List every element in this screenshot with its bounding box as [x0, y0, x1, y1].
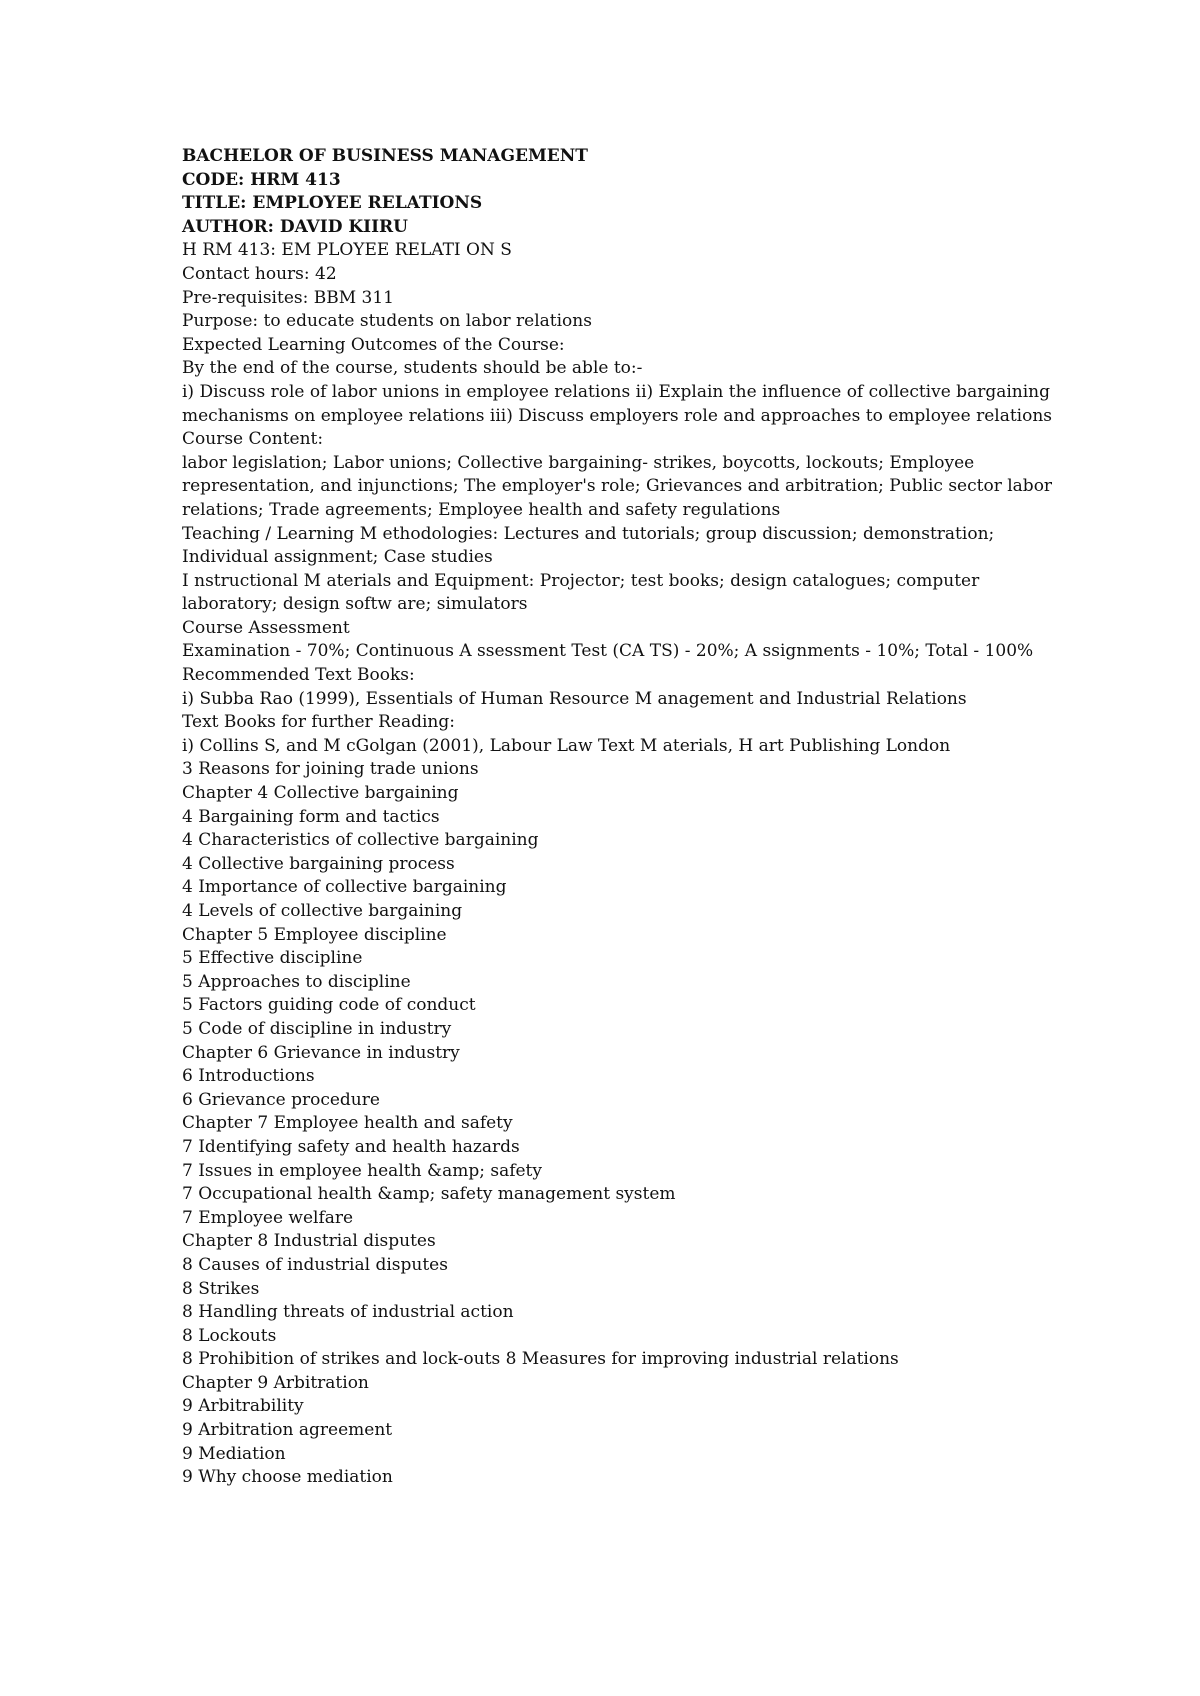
document-line: Chapter 4 Collective bargaining: [182, 783, 459, 804]
document-line: 4 Importance of collective bargaining: [182, 877, 507, 898]
document-line: 8 Causes of industrial disputes: [182, 1254, 448, 1275]
document-line: Contact hours: 42: [182, 263, 337, 284]
document-line: i) Discuss role of labor unions in employee relations ii) Explain the influence of collective bargaining mechanisms on employee relations iii) Discuss employers role and approaches to employee relations: [182, 381, 1056, 426]
document-line: Course Assessment: [182, 617, 350, 638]
document-line: 5 Factors guiding code of conduct: [182, 995, 476, 1016]
document-line: Chapter 6 Grievance in industry: [182, 1042, 460, 1063]
document-line: 3 Reasons for joining trade unions: [182, 759, 479, 780]
document-line: 9 Arbitrability: [182, 1396, 304, 1417]
document-line: Pre-requisites: BBM 311: [182, 287, 394, 308]
document-line: 4 Collective bargaining process: [182, 853, 455, 874]
document-line: 8 Lockouts: [182, 1325, 277, 1346]
document-line: Chapter 8 Industrial disputes: [182, 1231, 436, 1252]
document-line: 6 Grievance procedure: [182, 1089, 380, 1110]
document-line: 8 Strikes: [182, 1278, 260, 1299]
document-line: 9 Arbitration agreement: [182, 1420, 393, 1441]
document-line: Chapter 5 Employee discipline: [182, 924, 447, 945]
document-line: 7 Issues in employee health &amp; safety: [182, 1160, 542, 1181]
document-line: i) Collins S, and M cGolgan (2001), Labour Law Text M aterials, H art Publishing London: [182, 735, 951, 756]
document-line: Examination - 70%; Continuous A ssessment Test (CA TS) - 20%; A ssignments - 10%; Total - 100%: [182, 641, 1034, 662]
document-line: Recommended Text Books:: [182, 665, 415, 686]
document-line: i) Subba Rao (1999), Essentials of Human Resource M anagement and Industrial Relations: [182, 688, 967, 709]
document-line: Course Content:: [182, 429, 324, 450]
document-line: 5 Code of discipline in industry: [182, 1018, 452, 1039]
document-line: 6 Introductions: [182, 1066, 315, 1087]
document-line: Text Books for further Reading:: [182, 712, 455, 733]
document-page: [182, 145, 1062, 1490]
document-line: 5 Effective discipline: [182, 948, 363, 969]
document-line: 7 Employee welfare: [182, 1207, 354, 1228]
document-line: labor legislation; Labor unions; Collective bargaining- strikes, boycotts, lockouts; Employee representation, and injunctions; The employer's role; Grievances and arbitration; Public sector labor relations; Trade agreements; Employee health and safety regulations: [182, 452, 1058, 520]
document-line: By the end of the course, students should be able to:-: [182, 358, 643, 379]
document-line: 8 Handling threats of industrial action: [182, 1302, 514, 1323]
document-line: 7 Occupational health &amp; safety management system: [182, 1184, 676, 1205]
document-line: 4 Characteristics of collective bargaining: [182, 830, 539, 851]
document-line: 5 Approaches to discipline: [182, 971, 411, 992]
document-line: 7 Identifying safety and health hazards: [182, 1136, 520, 1157]
document-line: Teaching / Learning M ethodologies: Lectures and tutorials; group discussion; demonstration; Individual assignment; Case studies: [182, 523, 1000, 568]
document-body: [182, 239, 1062, 1489]
document-line: Chapter 9 Arbitration: [182, 1372, 369, 1393]
document-line: 9 Why choose mediation: [182, 1467, 393, 1488]
course-code: CODE: HRM 413: [182, 169, 341, 190]
course-author: AUTHOR: DAVID KIIRU: [182, 216, 408, 237]
document-line: 9 Mediation: [182, 1443, 286, 1464]
document-line: H RM 413: EM PLOYEE RELATI ON S: [182, 240, 512, 261]
document-line: 4 Bargaining form and tactics: [182, 806, 440, 827]
course-title: TITLE: EMPLOYEE RELATIONS: [182, 193, 483, 214]
document-line: I nstructional M aterials and Equipment: Projector; test books; design catalogues; computer laboratory; design softw are; simulators: [182, 570, 985, 615]
document-line: Purpose: to educate students on labor relations: [182, 311, 592, 332]
document-line: Expected Learning Outcomes of the Course:: [182, 334, 565, 355]
document-line: 8 Prohibition of strikes and lock-outs 8 Measures for improving industrial relations: [182, 1349, 899, 1370]
program-heading: BACHELOR OF BUSINESS MANAGEMENT: [182, 146, 588, 166]
document-line: 4 Levels of collective bargaining: [182, 901, 463, 921]
document-line: Chapter 7 Employee health and safety: [182, 1113, 513, 1134]
